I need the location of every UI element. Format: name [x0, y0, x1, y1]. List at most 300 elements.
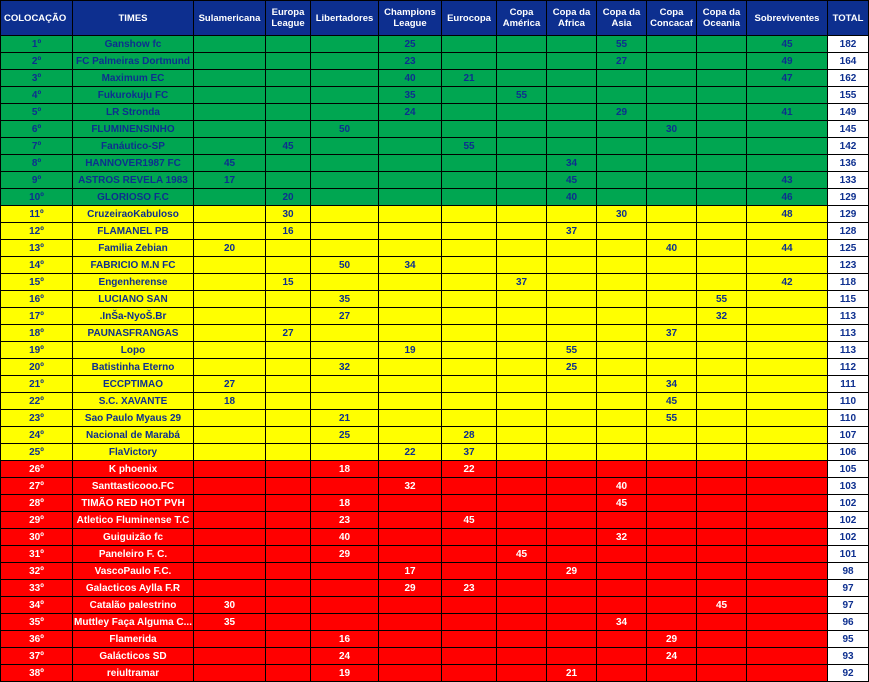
copa-africa-cell[interactable]: 45	[547, 172, 597, 189]
total-cell[interactable]: 111	[828, 376, 869, 393]
table-row[interactable]	[1, 665, 869, 682]
sobreviventes-cell[interactable]	[747, 461, 828, 478]
sulamericana-cell[interactable]	[194, 563, 266, 580]
copa-america-cell[interactable]	[497, 597, 547, 614]
table-row[interactable]	[1, 172, 869, 189]
eurocopa-cell[interactable]: 21	[442, 70, 497, 87]
copa-asia-cell[interactable]	[597, 410, 647, 427]
libertadores-cell[interactable]	[311, 580, 379, 597]
champions-league-cell[interactable]: 32	[379, 478, 442, 495]
table-row[interactable]	[1, 495, 869, 512]
table-row[interactable]	[1, 529, 869, 546]
copa-oceania-cell[interactable]	[697, 36, 747, 53]
team-cell[interactable]: Nacional de Marabá	[73, 427, 194, 444]
total-cell[interactable]: 107	[828, 427, 869, 444]
eurocopa-cell[interactable]	[442, 87, 497, 104]
table-row[interactable]	[1, 257, 869, 274]
column-header-sulamericana[interactable]: Sulamericana	[194, 1, 266, 36]
champions-league-cell[interactable]	[379, 427, 442, 444]
copa-asia-cell[interactable]	[597, 359, 647, 376]
copa-america-cell[interactable]	[497, 478, 547, 495]
total-cell[interactable]: 129	[828, 206, 869, 223]
copa-oceania-cell[interactable]	[697, 87, 747, 104]
rank-cell[interactable]: 32º	[1, 563, 73, 580]
champions-league-cell[interactable]	[379, 410, 442, 427]
total-cell[interactable]: 162	[828, 70, 869, 87]
copa-africa-cell[interactable]	[547, 274, 597, 291]
table-row[interactable]	[1, 427, 869, 444]
sobreviventes-cell[interactable]	[747, 155, 828, 172]
sobreviventes-cell[interactable]	[747, 495, 828, 512]
team-cell[interactable]: Sao Paulo Myaus 29	[73, 410, 194, 427]
copa-concacaf-cell[interactable]: 29	[647, 631, 697, 648]
sobreviventes-cell[interactable]	[747, 223, 828, 240]
eurocopa-cell[interactable]	[442, 597, 497, 614]
eurocopa-cell[interactable]	[442, 155, 497, 172]
team-cell[interactable]: PAUNASFRANGAS	[73, 325, 194, 342]
rank-cell[interactable]: 30º	[1, 529, 73, 546]
team-cell[interactable]: Galacticos Aylla F.R	[73, 580, 194, 597]
rank-cell[interactable]: 24º	[1, 427, 73, 444]
libertadores-cell[interactable]	[311, 325, 379, 342]
eurocopa-cell[interactable]	[442, 376, 497, 393]
eurocopa-cell[interactable]	[442, 665, 497, 682]
column-header-libertadores[interactable]: Libertadores	[311, 1, 379, 36]
europa-league-cell[interactable]	[266, 597, 311, 614]
copa-africa-cell[interactable]	[547, 427, 597, 444]
copa-america-cell[interactable]	[497, 325, 547, 342]
rank-cell[interactable]: 37º	[1, 648, 73, 665]
table-row[interactable]	[1, 648, 869, 665]
team-cell[interactable]: Paneleiro F. C.	[73, 546, 194, 563]
copa-asia-cell[interactable]	[597, 376, 647, 393]
europa-league-cell[interactable]: 16	[266, 223, 311, 240]
copa-asia-cell[interactable]	[597, 665, 647, 682]
champions-league-cell[interactable]	[379, 359, 442, 376]
sobreviventes-cell[interactable]: 47	[747, 70, 828, 87]
rank-cell[interactable]: 34º	[1, 597, 73, 614]
europa-league-cell[interactable]: 27	[266, 325, 311, 342]
champions-league-cell[interactable]	[379, 206, 442, 223]
table-row[interactable]	[1, 138, 869, 155]
sobreviventes-cell[interactable]	[747, 512, 828, 529]
copa-asia-cell[interactable]: 55	[597, 36, 647, 53]
copa-concacaf-cell[interactable]	[647, 189, 697, 206]
champions-league-cell[interactable]	[379, 461, 442, 478]
rank-cell[interactable]: 31º	[1, 546, 73, 563]
copa-africa-cell[interactable]	[547, 580, 597, 597]
europa-league-cell[interactable]	[266, 648, 311, 665]
copa-concacaf-cell[interactable]	[647, 138, 697, 155]
sobreviventes-cell[interactable]	[747, 342, 828, 359]
europa-league-cell[interactable]	[266, 512, 311, 529]
europa-league-cell[interactable]	[266, 563, 311, 580]
copa-asia-cell[interactable]	[597, 461, 647, 478]
copa-asia-cell[interactable]	[597, 70, 647, 87]
eurocopa-cell[interactable]	[442, 325, 497, 342]
sobreviventes-cell[interactable]: 49	[747, 53, 828, 70]
copa-concacaf-cell[interactable]	[647, 87, 697, 104]
sulamericana-cell[interactable]: 30	[194, 597, 266, 614]
copa-asia-cell[interactable]	[597, 512, 647, 529]
copa-asia-cell[interactable]	[597, 444, 647, 461]
champions-league-cell[interactable]	[379, 597, 442, 614]
copa-asia-cell[interactable]: 45	[597, 495, 647, 512]
copa-concacaf-cell[interactable]: 55	[647, 410, 697, 427]
sulamericana-cell[interactable]	[194, 87, 266, 104]
copa-concacaf-cell[interactable]	[647, 274, 697, 291]
copa-oceania-cell[interactable]	[697, 342, 747, 359]
table-row[interactable]	[1, 291, 869, 308]
eurocopa-cell[interactable]	[442, 36, 497, 53]
sulamericana-cell[interactable]: 27	[194, 376, 266, 393]
libertadores-cell[interactable]: 40	[311, 529, 379, 546]
sulamericana-cell[interactable]	[194, 461, 266, 478]
sulamericana-cell[interactable]	[194, 580, 266, 597]
copa-asia-cell[interactable]: 40	[597, 478, 647, 495]
copa-concacaf-cell[interactable]: 34	[647, 376, 697, 393]
europa-league-cell[interactable]	[266, 121, 311, 138]
champions-league-cell[interactable]	[379, 546, 442, 563]
copa-africa-cell[interactable]	[547, 206, 597, 223]
copa-america-cell[interactable]	[497, 665, 547, 682]
copa-america-cell[interactable]	[497, 444, 547, 461]
sobreviventes-cell[interactable]: 46	[747, 189, 828, 206]
europa-league-cell[interactable]	[266, 172, 311, 189]
table-row[interactable]	[1, 274, 869, 291]
libertadores-cell[interactable]: 21	[311, 410, 379, 427]
copa-concacaf-cell[interactable]	[647, 257, 697, 274]
copa-africa-cell[interactable]	[547, 36, 597, 53]
table-row[interactable]	[1, 155, 869, 172]
table-row[interactable]	[1, 410, 869, 427]
libertadores-cell[interactable]: 32	[311, 359, 379, 376]
copa-asia-cell[interactable]: 32	[597, 529, 647, 546]
copa-america-cell[interactable]	[497, 308, 547, 325]
rank-cell[interactable]: 36º	[1, 631, 73, 648]
column-header-colocacao[interactable]: COLOCAÇÃO	[1, 1, 73, 36]
copa-oceania-cell[interactable]	[697, 410, 747, 427]
eurocopa-cell[interactable]	[442, 308, 497, 325]
eurocopa-cell[interactable]	[442, 563, 497, 580]
sulamericana-cell[interactable]	[194, 138, 266, 155]
eurocopa-cell[interactable]: 55	[442, 138, 497, 155]
rank-cell[interactable]: 3º	[1, 70, 73, 87]
sobreviventes-cell[interactable]	[747, 665, 828, 682]
champions-league-cell[interactable]	[379, 172, 442, 189]
total-cell[interactable]: 113	[828, 325, 869, 342]
copa-africa-cell[interactable]	[547, 631, 597, 648]
copa-africa-cell[interactable]	[547, 444, 597, 461]
champions-league-cell[interactable]: 35	[379, 87, 442, 104]
copa-america-cell[interactable]	[497, 410, 547, 427]
copa-america-cell[interactable]	[497, 138, 547, 155]
champions-league-cell[interactable]	[379, 665, 442, 682]
team-cell[interactable]: CruzeiraoKabuloso	[73, 206, 194, 223]
copa-concacaf-cell[interactable]	[647, 597, 697, 614]
table-row[interactable]	[1, 70, 869, 87]
copa-concacaf-cell[interactable]	[647, 206, 697, 223]
sobreviventes-cell[interactable]	[747, 121, 828, 138]
copa-asia-cell[interactable]	[597, 308, 647, 325]
champions-league-cell[interactable]	[379, 376, 442, 393]
champions-league-cell[interactable]: 24	[379, 104, 442, 121]
copa-asia-cell[interactable]	[597, 648, 647, 665]
total-cell[interactable]: 93	[828, 648, 869, 665]
europa-league-cell[interactable]: 30	[266, 206, 311, 223]
copa-america-cell[interactable]	[497, 495, 547, 512]
rank-cell[interactable]: 17º	[1, 308, 73, 325]
sulamericana-cell[interactable]: 35	[194, 614, 266, 631]
europa-league-cell[interactable]	[266, 614, 311, 631]
table-row[interactable]	[1, 614, 869, 631]
rank-cell[interactable]: 29º	[1, 512, 73, 529]
libertadores-cell[interactable]	[311, 189, 379, 206]
copa-oceania-cell[interactable]	[697, 393, 747, 410]
champions-league-cell[interactable]	[379, 291, 442, 308]
europa-league-cell[interactable]	[266, 36, 311, 53]
europa-league-cell[interactable]	[266, 393, 311, 410]
rank-cell[interactable]: 25º	[1, 444, 73, 461]
copa-america-cell[interactable]	[497, 172, 547, 189]
sobreviventes-cell[interactable]	[747, 410, 828, 427]
europa-league-cell[interactable]	[266, 631, 311, 648]
europa-league-cell[interactable]	[266, 70, 311, 87]
copa-concacaf-cell[interactable]: 24	[647, 648, 697, 665]
copa-oceania-cell[interactable]: 45	[697, 597, 747, 614]
sobreviventes-cell[interactable]	[747, 138, 828, 155]
copa-africa-cell[interactable]	[547, 648, 597, 665]
copa-concacaf-cell[interactable]	[647, 495, 697, 512]
europa-league-cell[interactable]	[266, 410, 311, 427]
libertadores-cell[interactable]	[311, 444, 379, 461]
copa-oceania-cell[interactable]	[697, 546, 747, 563]
table-row[interactable]	[1, 325, 869, 342]
copa-oceania-cell[interactable]	[697, 376, 747, 393]
rank-cell[interactable]: 6º	[1, 121, 73, 138]
europa-league-cell[interactable]	[266, 155, 311, 172]
europa-league-cell[interactable]	[266, 53, 311, 70]
total-cell[interactable]: 102	[828, 495, 869, 512]
sulamericana-cell[interactable]	[194, 104, 266, 121]
copa-concacaf-cell[interactable]	[647, 580, 697, 597]
copa-oceania-cell[interactable]	[697, 461, 747, 478]
libertadores-cell[interactable]: 27	[311, 308, 379, 325]
copa-america-cell[interactable]	[497, 240, 547, 257]
team-cell[interactable]: Engenherense	[73, 274, 194, 291]
copa-asia-cell[interactable]	[597, 563, 647, 580]
copa-concacaf-cell[interactable]	[647, 546, 697, 563]
eurocopa-cell[interactable]	[442, 495, 497, 512]
table-row[interactable]	[1, 597, 869, 614]
copa-america-cell[interactable]: 37	[497, 274, 547, 291]
copa-concacaf-cell[interactable]	[647, 104, 697, 121]
rank-cell[interactable]: 18º	[1, 325, 73, 342]
sobreviventes-cell[interactable]	[747, 393, 828, 410]
team-cell[interactable]: FLAMANEL PB	[73, 223, 194, 240]
copa-concacaf-cell[interactable]	[647, 512, 697, 529]
copa-concacaf-cell[interactable]	[647, 461, 697, 478]
table-row[interactable]	[1, 342, 869, 359]
column-header-copa-africa[interactable]: Copa da Africa	[547, 1, 597, 36]
eurocopa-cell[interactable]	[442, 546, 497, 563]
copa-concacaf-cell[interactable]	[647, 223, 697, 240]
europa-league-cell[interactable]	[266, 257, 311, 274]
copa-concacaf-cell[interactable]	[647, 291, 697, 308]
eurocopa-cell[interactable]	[442, 529, 497, 546]
copa-oceania-cell[interactable]	[697, 206, 747, 223]
team-cell[interactable]: Batistinha Eterno	[73, 359, 194, 376]
total-cell[interactable]: 97	[828, 580, 869, 597]
total-cell[interactable]: 106	[828, 444, 869, 461]
column-header-copa-concacaf[interactable]: Copa Concacaf	[647, 1, 697, 36]
rank-cell[interactable]: 23º	[1, 410, 73, 427]
copa-oceania-cell[interactable]	[697, 104, 747, 121]
copa-oceania-cell[interactable]	[697, 155, 747, 172]
rank-cell[interactable]: 16º	[1, 291, 73, 308]
copa-america-cell[interactable]	[497, 614, 547, 631]
copa-oceania-cell[interactable]	[697, 495, 747, 512]
copa-oceania-cell[interactable]	[697, 223, 747, 240]
copa-concacaf-cell[interactable]	[647, 563, 697, 580]
libertadores-cell[interactable]: 35	[311, 291, 379, 308]
copa-concacaf-cell[interactable]	[647, 614, 697, 631]
team-cell[interactable]: GLORIOSO F.C	[73, 189, 194, 206]
copa-africa-cell[interactable]: 29	[547, 563, 597, 580]
copa-africa-cell[interactable]: 37	[547, 223, 597, 240]
copa-africa-cell[interactable]	[547, 614, 597, 631]
copa-oceania-cell[interactable]	[697, 325, 747, 342]
copa-america-cell[interactable]	[497, 104, 547, 121]
europa-league-cell[interactable]	[266, 87, 311, 104]
eurocopa-cell[interactable]	[442, 393, 497, 410]
copa-oceania-cell[interactable]	[697, 427, 747, 444]
libertadores-cell[interactable]: 18	[311, 461, 379, 478]
table-row[interactable]	[1, 478, 869, 495]
sulamericana-cell[interactable]	[194, 121, 266, 138]
total-cell[interactable]: 112	[828, 359, 869, 376]
sulamericana-cell[interactable]	[194, 478, 266, 495]
sulamericana-cell[interactable]	[194, 512, 266, 529]
copa-africa-cell[interactable]	[547, 495, 597, 512]
copa-africa-cell[interactable]	[547, 104, 597, 121]
table-row[interactable]	[1, 563, 869, 580]
table-row[interactable]	[1, 631, 869, 648]
copa-asia-cell[interactable]	[597, 223, 647, 240]
libertadores-cell[interactable]	[311, 172, 379, 189]
rank-cell[interactable]: 2º	[1, 53, 73, 70]
copa-oceania-cell[interactable]	[697, 274, 747, 291]
team-cell[interactable]: FLUMINENSINHO	[73, 121, 194, 138]
libertadores-cell[interactable]: 18	[311, 495, 379, 512]
column-header-champions-league[interactable]: Champions League	[379, 1, 442, 36]
rank-cell[interactable]: 35º	[1, 614, 73, 631]
column-header-copa-asia[interactable]: Copa da Asia	[597, 1, 647, 36]
team-cell[interactable]: Familia Zebian	[73, 240, 194, 257]
champions-league-cell[interactable]	[379, 189, 442, 206]
rank-cell[interactable]: 20º	[1, 359, 73, 376]
total-cell[interactable]: 123	[828, 257, 869, 274]
eurocopa-cell[interactable]	[442, 648, 497, 665]
champions-league-cell[interactable]: 17	[379, 563, 442, 580]
copa-concacaf-cell[interactable]: 30	[647, 121, 697, 138]
sobreviventes-cell[interactable]	[747, 546, 828, 563]
copa-africa-cell[interactable]	[547, 461, 597, 478]
champions-league-cell[interactable]	[379, 614, 442, 631]
libertadores-cell[interactable]	[311, 376, 379, 393]
copa-asia-cell[interactable]	[597, 546, 647, 563]
europa-league-cell[interactable]	[266, 478, 311, 495]
champions-league-cell[interactable]	[379, 529, 442, 546]
column-header-copa-oceania[interactable]: Copa da Oceania	[697, 1, 747, 36]
table-row[interactable]	[1, 223, 869, 240]
libertadores-cell[interactable]	[311, 36, 379, 53]
libertadores-cell[interactable]	[311, 223, 379, 240]
europa-league-cell[interactable]	[266, 461, 311, 478]
team-cell[interactable]: FABRICIO M.N FC	[73, 257, 194, 274]
copa-concacaf-cell[interactable]	[647, 172, 697, 189]
europa-league-cell[interactable]	[266, 359, 311, 376]
copa-concacaf-cell[interactable]	[647, 529, 697, 546]
team-cell[interactable]: Flamerida	[73, 631, 194, 648]
copa-oceania-cell[interactable]: 32	[697, 308, 747, 325]
eurocopa-cell[interactable]	[442, 53, 497, 70]
libertadores-cell[interactable]	[311, 70, 379, 87]
team-cell[interactable]: Muttley Faça Alguma C...	[73, 614, 194, 631]
total-cell[interactable]: 96	[828, 614, 869, 631]
total-cell[interactable]: 102	[828, 512, 869, 529]
europa-league-cell[interactable]: 20	[266, 189, 311, 206]
copa-africa-cell[interactable]	[547, 410, 597, 427]
libertadores-cell[interactable]	[311, 478, 379, 495]
libertadores-cell[interactable]	[311, 342, 379, 359]
copa-africa-cell[interactable]	[547, 87, 597, 104]
copa-asia-cell[interactable]	[597, 342, 647, 359]
copa-africa-cell[interactable]	[547, 308, 597, 325]
champions-league-cell[interactable]	[379, 138, 442, 155]
sobreviventes-cell[interactable]: 43	[747, 172, 828, 189]
libertadores-cell[interactable]	[311, 87, 379, 104]
copa-america-cell[interactable]	[497, 393, 547, 410]
copa-oceania-cell[interactable]: 55	[697, 291, 747, 308]
sobreviventes-cell[interactable]	[747, 376, 828, 393]
champions-league-cell[interactable]	[379, 631, 442, 648]
champions-league-cell[interactable]	[379, 121, 442, 138]
total-cell[interactable]: 125	[828, 240, 869, 257]
eurocopa-cell[interactable]	[442, 291, 497, 308]
champions-league-cell[interactable]	[379, 648, 442, 665]
copa-america-cell[interactable]	[497, 376, 547, 393]
eurocopa-cell[interactable]: 23	[442, 580, 497, 597]
libertadores-cell[interactable]	[311, 104, 379, 121]
copa-asia-cell[interactable]	[597, 189, 647, 206]
column-header-copa-america[interactable]: Copa América	[497, 1, 547, 36]
rank-cell[interactable]: 38º	[1, 665, 73, 682]
sobreviventes-cell[interactable]	[747, 427, 828, 444]
europa-league-cell[interactable]	[266, 580, 311, 597]
team-cell[interactable]: Atletico Fluminense T.C	[73, 512, 194, 529]
europa-league-cell[interactable]	[266, 444, 311, 461]
table-row[interactable]	[1, 359, 869, 376]
table-row[interactable]	[1, 36, 869, 53]
sulamericana-cell[interactable]	[194, 206, 266, 223]
europa-league-cell[interactable]	[266, 427, 311, 444]
team-cell[interactable]: LUCIANO SAN	[73, 291, 194, 308]
sulamericana-cell[interactable]	[194, 325, 266, 342]
copa-america-cell[interactable]	[497, 36, 547, 53]
sulamericana-cell[interactable]	[194, 427, 266, 444]
team-cell[interactable]: Catalão palestrino	[73, 597, 194, 614]
